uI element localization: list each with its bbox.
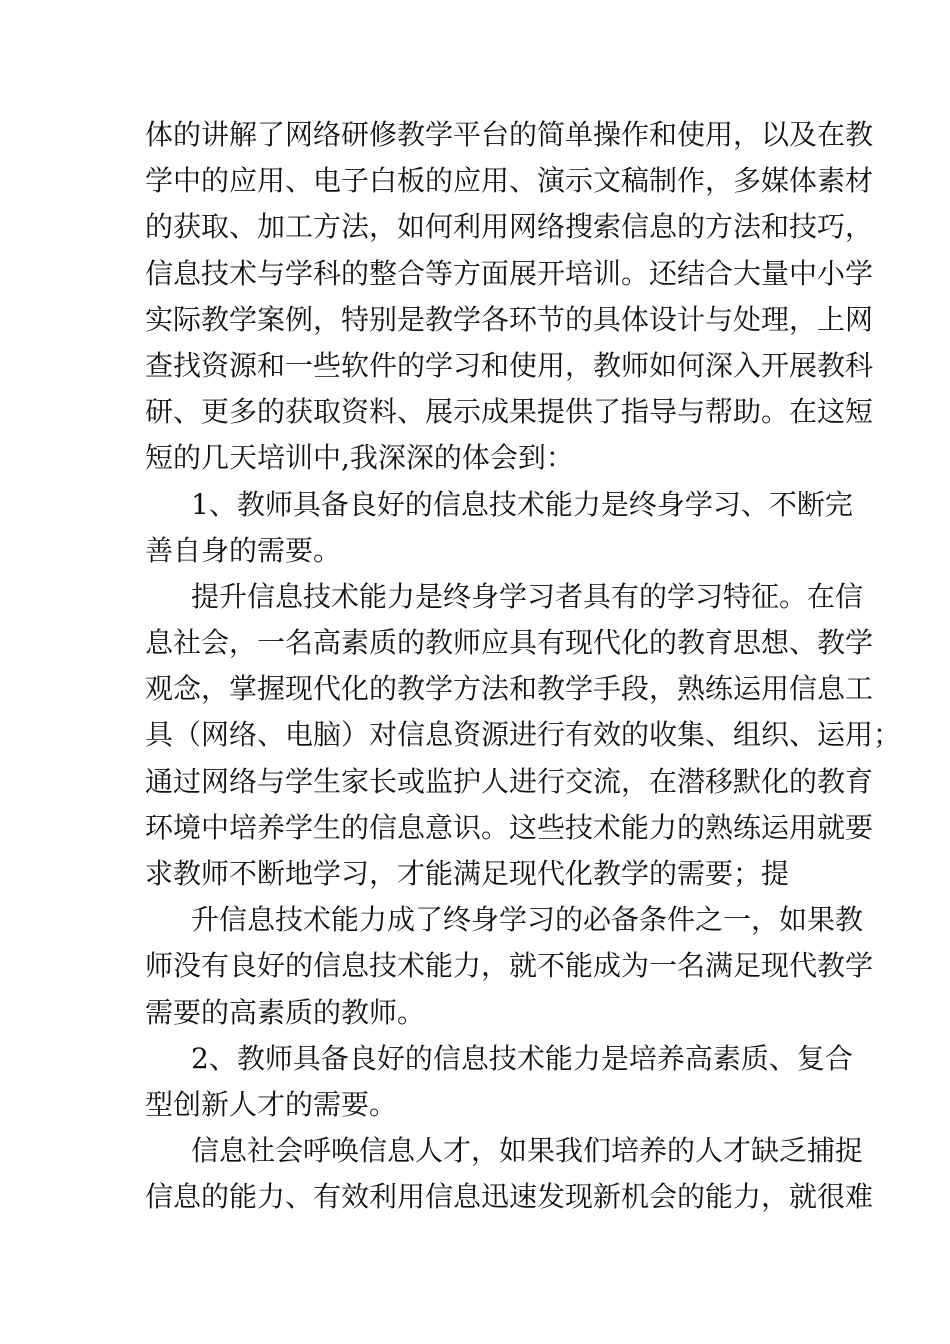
text-line: 短的几天培训中,我深深的体会到： — [145, 441, 574, 475]
text-line: 通过网络与学生家长或监护人进行交流，在潜移默化的教育 — [145, 764, 874, 798]
text-line: 提升信息技术能力是终身学习者具有的学习特征。在信 — [191, 579, 864, 613]
text-line: 1、教师具备良好的信息技术能力是终身学习、不断完 — [191, 487, 853, 521]
text-line: 具（网络、电脑）对信息资源进行有效的收集、组织、运用； — [145, 718, 902, 752]
text-line: 息社会，一名高素质的教师应具有现代化的教育思想、教学 — [145, 626, 874, 660]
text-line: 查找资源和一些软件的学习和使用，教师如何深入开展教科 — [145, 348, 874, 382]
text-line: 环境中培养学生的信息意识。这些技术能力的熟练运用就要 — [145, 810, 874, 844]
text-line: 实际教学案例，特别是教学各环节的具体设计与处理，上网 — [145, 302, 874, 336]
text-line: 体的讲解了网络研修教学平台的简单操作和使用，以及在教 — [145, 118, 874, 151]
text-line: 信息的能力、有效利用信息迅速发现新机会的能力，就很难 — [145, 1180, 874, 1214]
text-line: 信息社会呼唤信息人才，如果我们培养的人才缺乏捕捉 — [191, 1134, 864, 1168]
text-line: 信息技术与学科的整合等方面展开培训。还结合大量中小学 — [145, 256, 874, 290]
text-line: 研、更多的获取资料、展示成果提供了指导与帮助。在这短 — [145, 395, 874, 429]
text-line: 观念，掌握现代化的教学方法和教学手段，熟练运用信息工 — [145, 672, 874, 706]
text-line: 善自身的需要。 — [145, 533, 342, 567]
text-line: 型创新人才的需要。 — [145, 1087, 398, 1121]
text-line: 的获取、加工方法，如何利用网络搜索信息的方法和技巧， — [145, 210, 874, 244]
text-line: 2、教师具备良好的信息技术能力是培养高素质、复合 — [191, 1041, 853, 1075]
document-body-text — [145, 112, 902, 1221]
text-line: 升信息技术能力成了终身学习的必备条件之一，如果教 — [191, 903, 864, 937]
text-line: 师没有良好的信息技术能力，就不能成为一名满足现代教学 — [145, 949, 874, 983]
text-line: 需要的高素质的教师。 — [145, 995, 426, 1029]
text-line: 学中的应用、电子白板的应用、演示文稿制作，多媒体素材 — [145, 164, 874, 198]
text-line: 求教师不断地学习，才能满足现代化教学的需要；提 — [145, 857, 790, 890]
